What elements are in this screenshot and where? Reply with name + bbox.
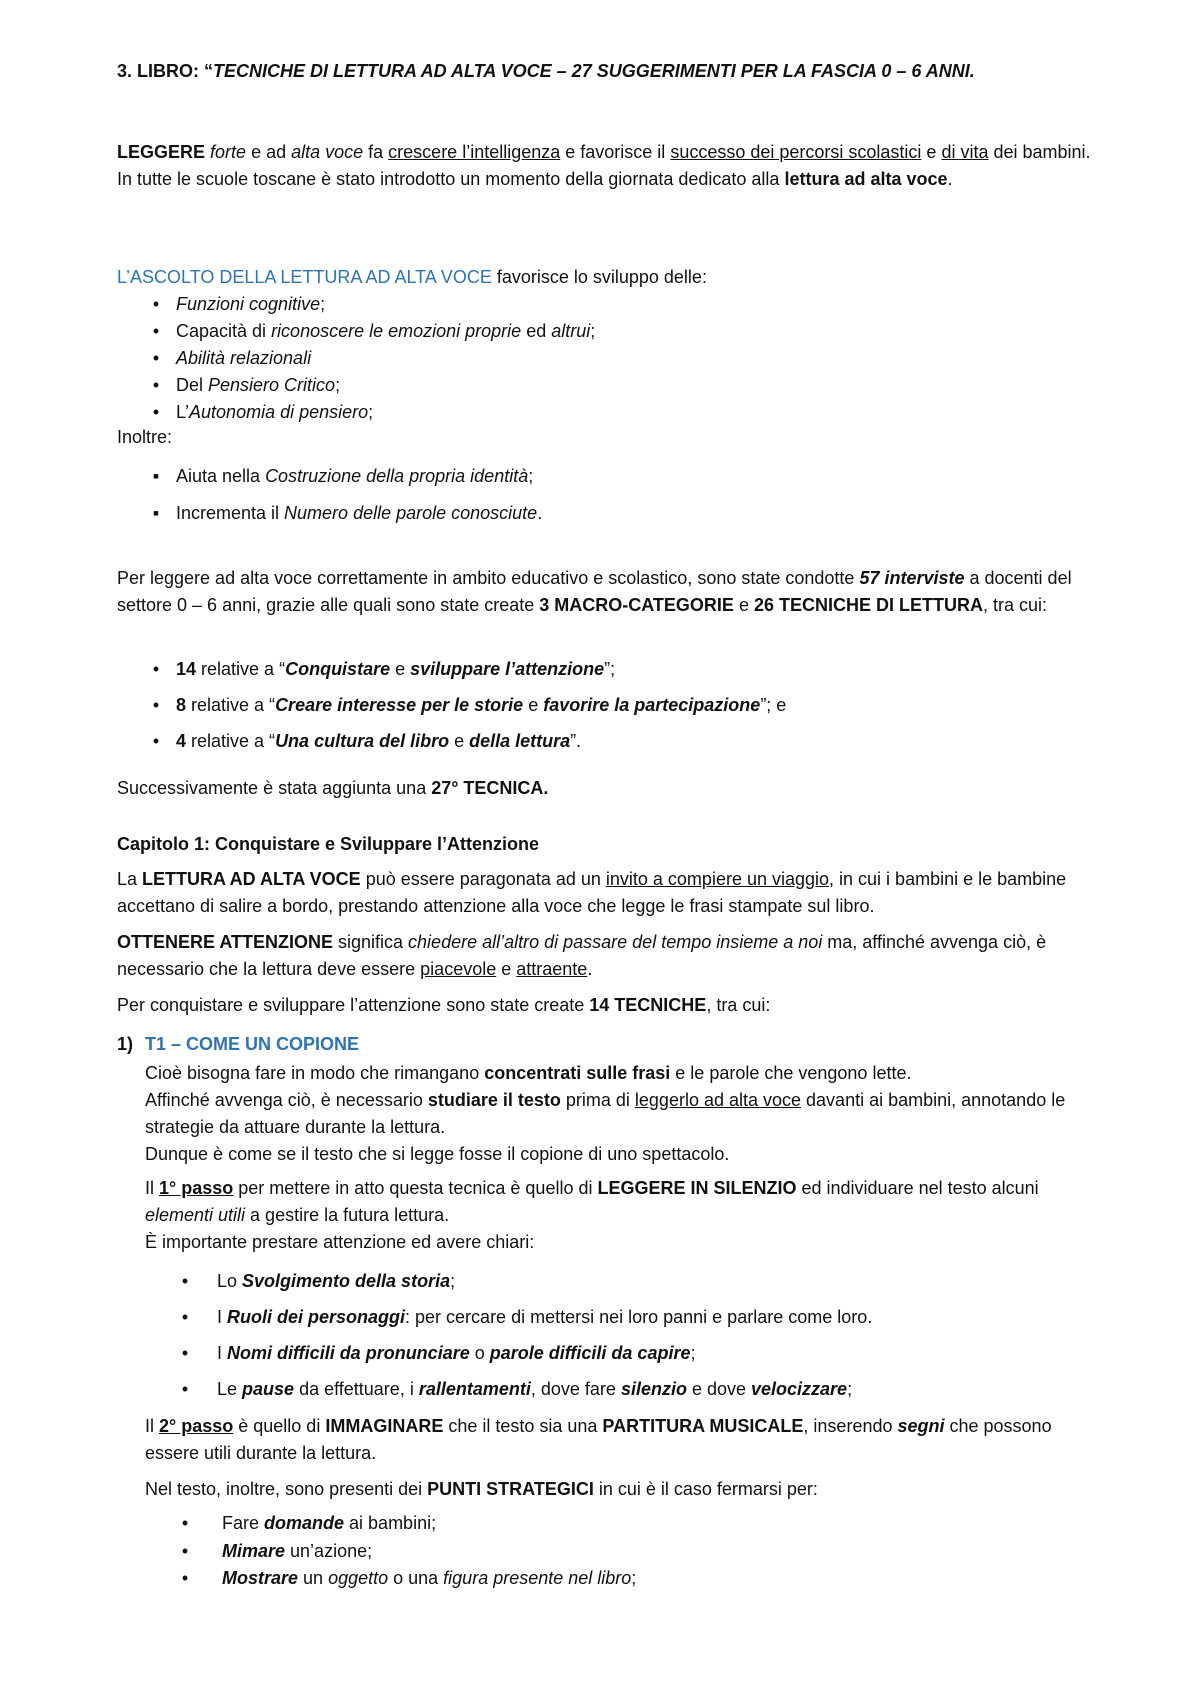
bullet-icon: • bbox=[181, 1343, 189, 1363]
bullet-icon: • bbox=[152, 659, 160, 679]
bullet-icon: • bbox=[181, 1513, 189, 1533]
t1-paragraph-e: È importante prestare attenzione ed avere chiari: bbox=[145, 1232, 535, 1252]
page-title: 3. LIBRO: “TECNICHE DI LETTURA AD ALTA VOCE – 27 SUGGERIMENTI PER LA FASCIA 0 – 6 ANNI. bbox=[117, 61, 975, 81]
t1-paragraph-b: Affinché avvenga ciò, è necessario studiare il testo prima di leggerlo ad alta voce davanti ai bambini, annotando le strategie da attuare durante la lettura. bbox=[145, 1090, 1066, 1137]
tecniche-intro: Per conquistare e sviluppare l’attenzione sono state create 14 TECNICHE, tra cui: bbox=[117, 995, 771, 1015]
square-bullet-icon: ▪ bbox=[152, 503, 160, 523]
intro-paragraph: LEGGERE forte e ad alta voce fa crescere l’intelligenza e favorisce il successo dei percorsi scolastici e di vita dei bambini. In tutte le scuole toscane è stato introdotto un momento della giornata dedicato alla lettura ad alta voce. bbox=[117, 142, 1091, 189]
inoltre-label: Inoltre: bbox=[117, 427, 173, 447]
bullet-icon: • bbox=[152, 402, 160, 422]
successivamente-line: Successivamente è stata aggiunta una 27° TECNICA. bbox=[117, 778, 549, 798]
bullet-icon: • bbox=[152, 695, 160, 715]
ascolto-heading: L’ASCOLTO DELLA LETTURA AD ALTA VOCE favorisce lo sviluppo delle: bbox=[117, 267, 707, 287]
bullet-icon: • bbox=[181, 1541, 189, 1561]
bullet-icon: • bbox=[181, 1568, 189, 1588]
interviste-paragraph: Per leggere ad alta voce correttamente in ambito educativo e scolastico, sono state condotte 57 interviste a docenti del settore 0 – 6 anni, grazie alle quali sono state create 3 MACRO-CATEGORIE e 26 TECNICHE DI LETTURA, tra cui: bbox=[117, 568, 1072, 615]
lettura-paragraph: La LETTURA AD ALTA VOCE può essere paragonata ad un invito a compiere un viaggio, in cui i bambini e le bambine accettano di salire a bordo, prestando attenzione alla voce che legge le frasi stampate sul libro. bbox=[117, 869, 1067, 916]
attenzione-paragraph: OTTENERE ATTENZIONE significa chiedere all’altro di passare del tempo insieme a noi ma, affinché avvenga ciò, è necessario che la lettura deve essere piacevole e attraente. bbox=[117, 932, 1047, 979]
t1-paragraph-g: Nel testo, inoltre, sono presenti dei PUNTI STRATEGICI in cui è il caso fermarsi per: bbox=[145, 1479, 818, 1499]
t1-paragraph-f: Il 2° passo è quello di IMMAGINARE che il testo sia una PARTITURA MUSICALE, inserendo segni che possono essere utili durante la lettura. bbox=[145, 1416, 1052, 1463]
t1-paragraph-a: Cioè bisogna fare in modo che rimangano concentrati sulle frasi e le parole che vengono lette. bbox=[145, 1063, 912, 1083]
bullet-icon: • bbox=[152, 731, 160, 751]
bullet-icon: • bbox=[181, 1271, 189, 1291]
bullet-icon: • bbox=[181, 1379, 189, 1399]
chapter-title: Capitolo 1: Conquistare e Sviluppare l’Attenzione bbox=[117, 834, 540, 854]
bullet-icon: • bbox=[181, 1307, 189, 1327]
bullet-icon: • bbox=[152, 375, 160, 395]
bullet-icon: • bbox=[152, 348, 160, 368]
t1-paragraph-c: Dunque è come se il testo che si legge fosse il copione di uno spettacolo. bbox=[145, 1144, 730, 1164]
bullet-icon: • bbox=[152, 294, 160, 314]
square-bullet-icon: ▪ bbox=[152, 466, 160, 486]
bullet-icon: • bbox=[152, 321, 160, 341]
t1-paragraph-d: Il 1° passo per mettere in atto questa tecnica è quello di LEGGERE IN SILENZIO ed individuare nel testo alcuni elementi utili a gestire la futura lettura. bbox=[145, 1178, 1039, 1225]
document-page: 3. LIBRO: “TECNICHE DI LETTURA AD ALTA VOCE – 27 SUGGERIMENTI PER LA FASCIA 0 – 6 ANNI. LEGGERE forte e ad alta voce fa crescere l’intelligenza e favorisce il successo dei percorsi scolastici e di vita dei bambini. In tutte le scuole toscane è stato introdotto un momento della giornata dedicato alla lettura ad alta voce. L’ASCOLTO DELLA LETTURA AD ALTA VOCE favorisce lo sviluppo delle: • Funzioni cognitive; • Capacità di riconoscere le emozioni proprie ed altrui; • Abilità relazionali • Del Pensiero Critico; • L’Autonomia di pensiero; Inoltre: ▪ Aiuta nella Costruzione della propria identità; ▪ Incrementa il Numero delle parole conosciute. Per leggere ad alta voce correttamente in ambito educativo e scolastico, sono state condotte 57 interviste a docenti del settore 0 – 6 anni, grazie alle quali sono state create 3 MACRO-CATEGORIE e 26 TECNICHE DI LETTURA, tra cui: • 14 relative a “Conquistare e sviluppare l’attenzione”; • 8 relative a “Creare interesse per le storie e favorire la partecipazione”; e • 4 relative a “Una cultura del libro e della lettura”. Successivamente è stata aggiunta una 27° TECNICA. Capitolo 1: Conquistare e Sviluppare l’Attenzione La LETTURA AD ALTA VOCE può essere paragonata ad un invito a compiere un viaggio, in cui i bambini e le bambine accettano di salire a bordo, prestando attenzione alla voce che legge le frasi stampate sul libro. OTTENERE ATTENZIONE significa chiedere all’altro di passare del tempo insieme a noi ma, affinché avvenga ciò, è necessario che la lettura deve essere piacevole e attraente. Per conquistare e sviluppare l’attenzione sono state create 14 TECNICHE, tra cui: 1) T1 – COME UN COPIONE Cioè bisogna fare in modo che rimangano concentrati sulle frasi e le parole che vengono lette. Affinché avvenga ciò, è necessario studiare il testo prima di leggerlo ad alta voce davanti ai bambini, annotando le strategie da attuare durante la lettura. Dunque è come se il testo che si legge fosse il copione di uno spettacolo. Il 1° passo per mettere in atto questa tecnica è quello di LEGGERE IN SILENZIO ed individuare nel testo alcuni elementi utili a gestire la futura lettura. È importante prestare attenzione ed avere chiari: • Lo Svolgimento della storia; • I Ruoli dei personaggi: per cercare di mettersi nei loro panni e parlare come loro. • I Nomi difficili da pronunciare o parole difficili da capire; • Le pause da effettuare, i rallentamenti, dove fare silenzio e dove velocizzare; Il 2° passo è quello di IMMAGINARE che il testo sia una PARTITURA MUSICALE, inserendo segni che possono essere utili durante la lettura. Nel testo, inoltre, sono presenti dei PUNTI STRATEGICI in cui è il caso fermarsi per: • Fare domande ai bambini; • Mimare un’azione; • Mostrare un oggetto o una figura presente nel libro; bbox=[0, 0, 1200, 1698]
